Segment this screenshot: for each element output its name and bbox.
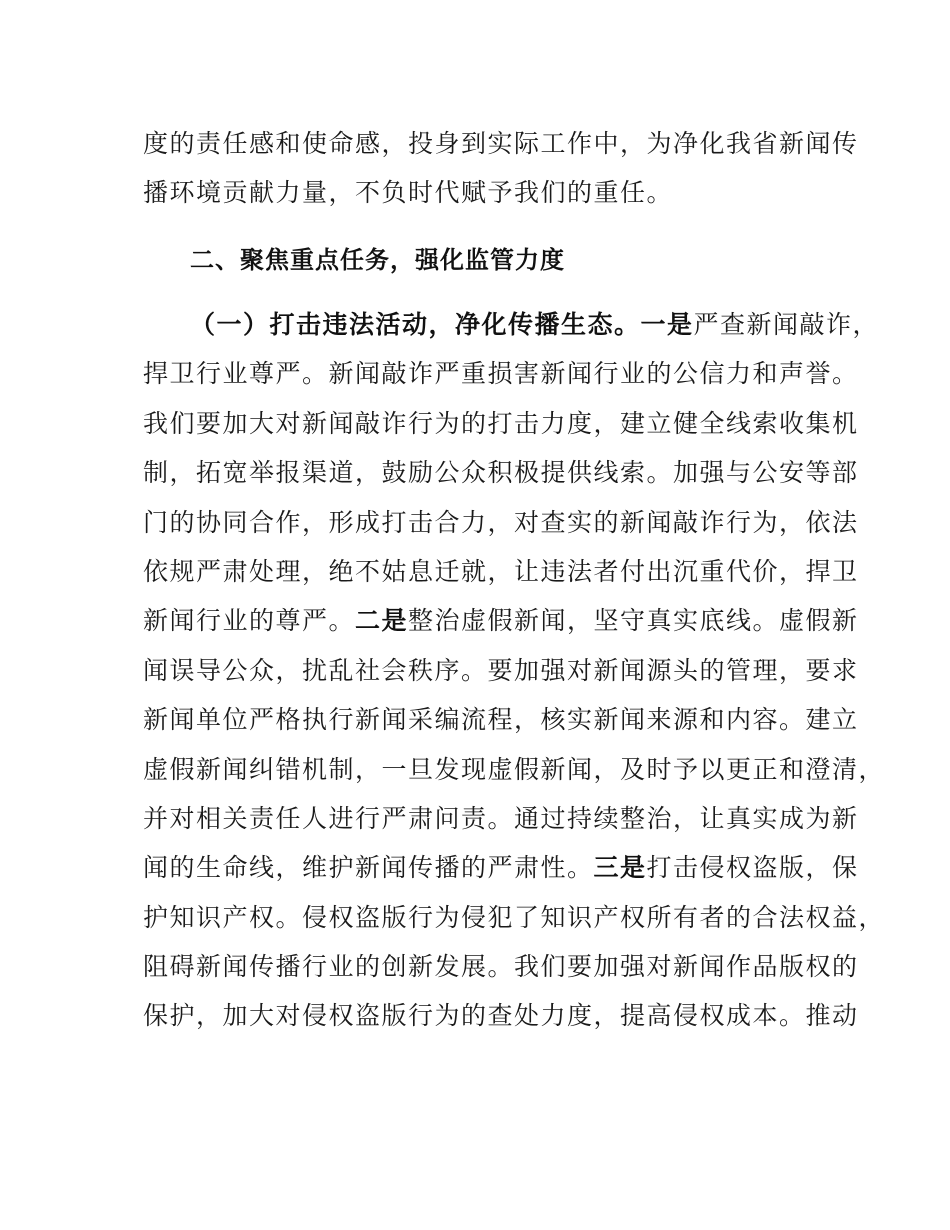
text-span: 整治虚假新闻，坚守真实底线。虚假新 bbox=[408, 606, 859, 636]
marker-one: 一是 bbox=[640, 310, 694, 339]
text-line: 保护，加大对侵权盗版行为的查处力度，提高侵权成本。推动 bbox=[143, 1001, 859, 1031]
text-line: 阻碍新闻传播行业的创新发展。我们要加强对新闻作品版权的 bbox=[143, 952, 859, 982]
text-line bbox=[143, 596, 859, 645]
text-line: 护知识产权。侵权盗版行为侵犯了知识产权所有者的合法权益， bbox=[143, 902, 886, 932]
text-span: 新闻行业的尊严。 bbox=[143, 606, 356, 636]
text-line: 播环境贡献力量，不负时代赋予我们的重任。 bbox=[143, 178, 674, 208]
text-line: 制，拓宽举报渠道，鼓励公众积极提供线索。加强与公安等部 bbox=[143, 458, 859, 488]
text-line: 并对相关责任人进行严肃问责。通过持续整治，让真实成为新 bbox=[143, 803, 859, 833]
text-line bbox=[143, 300, 880, 349]
text-span: 闻的生命线，维护新闻传播的严肃性。 bbox=[143, 853, 594, 883]
subheading: （一）打击违法活动，净化传播生态。 bbox=[190, 310, 641, 339]
text-line: 我们要加大对新闻敲诈行为的打击力度，建立健全线索收集机 bbox=[143, 408, 859, 438]
marker-two: 二是 bbox=[355, 606, 409, 636]
paragraph-main bbox=[143, 300, 886, 1041]
text-line: 新闻单位严格执行新闻采编流程，核实新闻来源和内容。建立 bbox=[143, 705, 859, 735]
text-line: 捍卫行业尊严。新闻敲诈严重损害新闻行业的公信力和声誉。 bbox=[143, 359, 859, 389]
text-span: 严查新闻敲诈， bbox=[693, 310, 880, 339]
text-line: 虚假新闻纠错机制，一旦发现虚假新闻，及时予以更正和澄清， bbox=[143, 754, 886, 784]
text-line: 依规严肃处理，绝不姑息迁就，让违法者付出沉重代价，捍卫 bbox=[143, 556, 859, 586]
text-line: 闻误导公众，扰乱社会秩序。要加强对新闻源头的管理，要求 bbox=[143, 655, 859, 685]
paragraph-intro bbox=[143, 119, 859, 218]
text-line bbox=[143, 843, 859, 892]
marker-three: 三是 bbox=[593, 853, 647, 883]
text-span: 打击侵权盗版，保 bbox=[646, 853, 859, 883]
section-heading: 二、聚焦重点任务，强化监管力度 bbox=[190, 246, 565, 274]
text-line: 门的协同合作，形成打击合力，对查实的新闻敲诈行为，依法 bbox=[143, 507, 859, 537]
text-line: 度的责任感和使命感，投身到实际工作中，为净化我省新闻传 bbox=[143, 129, 859, 158]
